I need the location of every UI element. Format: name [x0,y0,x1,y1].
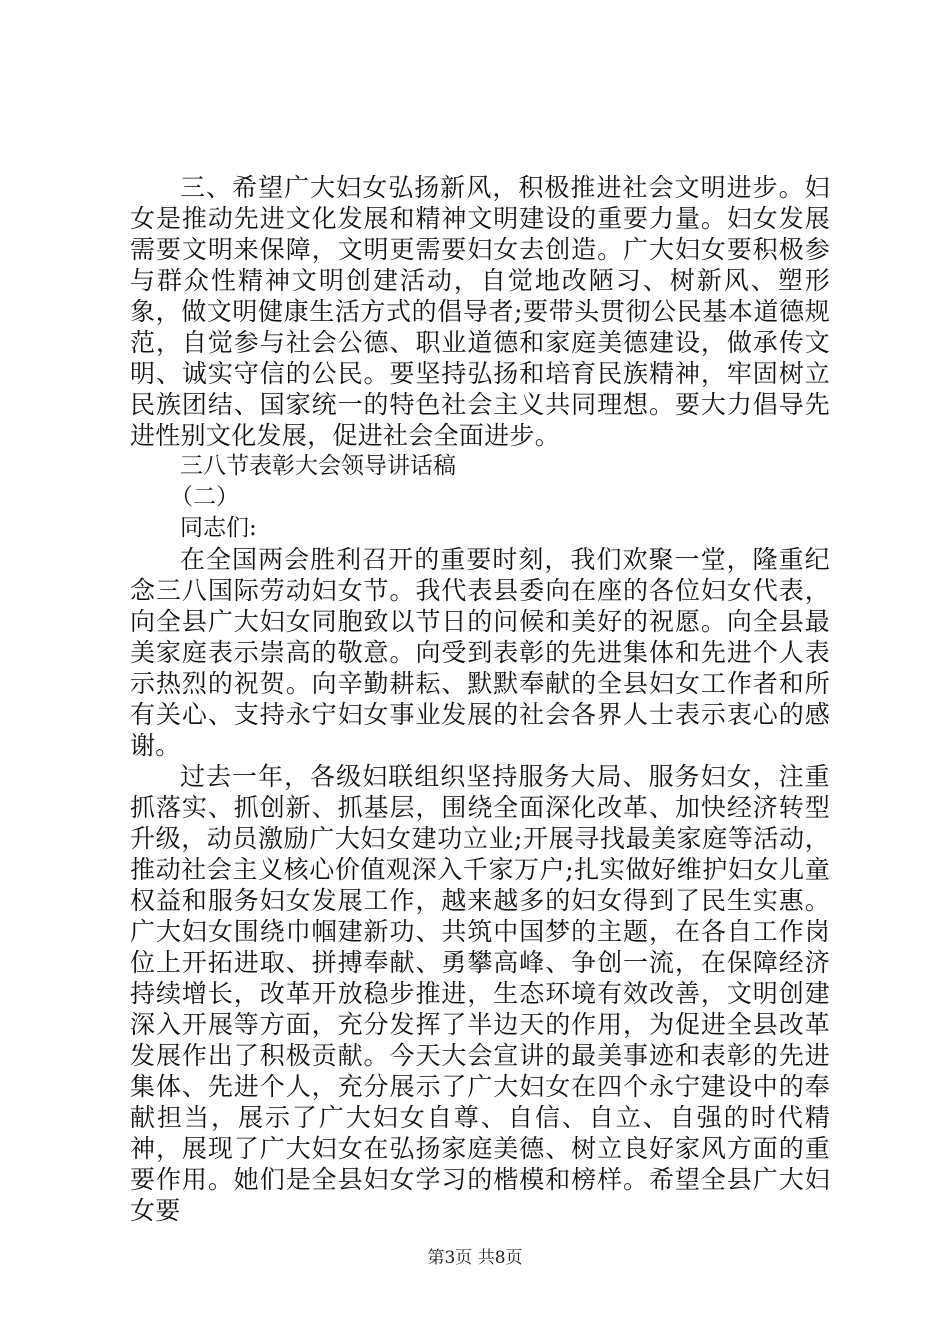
page-footer: 第3页 共8页 [427,1248,523,1268]
document-body [130,172,830,1226]
speech-title: 三八节表彰大会领导讲话稿 [180,453,456,479]
salutation: 同志们: [180,515,257,541]
paragraph-civilization: 三、希望广大妇女弘扬新风，积极推进社会文明进步。妇女是推动先进文化发展和精神文明建设的重要力量。妇女发展需要文明来保障，文明更需要妇女去创造。广大妇女要积极参与群众性精神文明创建活动，自觉地改陋习、树新风、塑形象，做文明健康生活方式的倡导者;要带头贯彻公民基本道德规范，自觉参与社会公德、职业道德和家庭美德建设，做承传文明、诚实守信的公民。要坚持弘扬和培育民族精神，牢固树立民族团结、国家统一的特色社会主义共同理想。要大力倡导先进性别文化发展，促进社会全面进步。 [130,173,830,450]
paragraph-past-year: 过去一年，各级妇联组织坚持服务大局、服务妇女，注重抓落实、抓创新、抓基层，围绕全面深化改革、加快经济转型升级，动员激励广大妇女建功立业;开展寻找最美家庭等活动，推动社会主义核心价值观深入千家万户;扎实做好维护妇女儿童权益和服务妇女发展工作，越来越多的妇女得到了民生实惠。广大妇女围绕巾帼建新功、共筑中国梦的主题，在各自工作岗位上开拓进取、拼搏奉献、勇攀高峰、争创一流，在保障经济持续增长，改革开放稳步推进，生态环境有效改善，文明创建深入开展等方面，充分发挥了半边天的作用，为促进全县改革发展作出了积极贡献。今天大会宣讲的最美事迹和表彰的先进集体、先进个人，充分展示了广大妇女在四个永宁建设中的奉献担当，展示了广大妇女自尊、自信、自立、自强的时代精神，展现了广大妇女在弘扬家庭美德、树立良好家风方面的重要作用。她们是全县妇女学习的楷模和榜样。希望全县广大妇女要 [130,762,830,1225]
paragraph-greeting: 在全国两会胜利召开的重要时刻，我们欢聚一堂，隆重纪念三八国际劳动妇女节。我代表县委向在座的各位妇女代表，向全县广大妇女同胞致以节日的问候和美好的祝愿。向全县最美家庭表示崇高的敬意。向受到表彰的先进集体和先进个人表示热烈的祝贺。向辛勤耕耘、默默奉献的全县妇女工作者和所有关心、支持永宁妇女事业发展的社会各界人士表示衷心的感谢。 [130,545,830,760]
section-number: （二） [170,484,239,510]
